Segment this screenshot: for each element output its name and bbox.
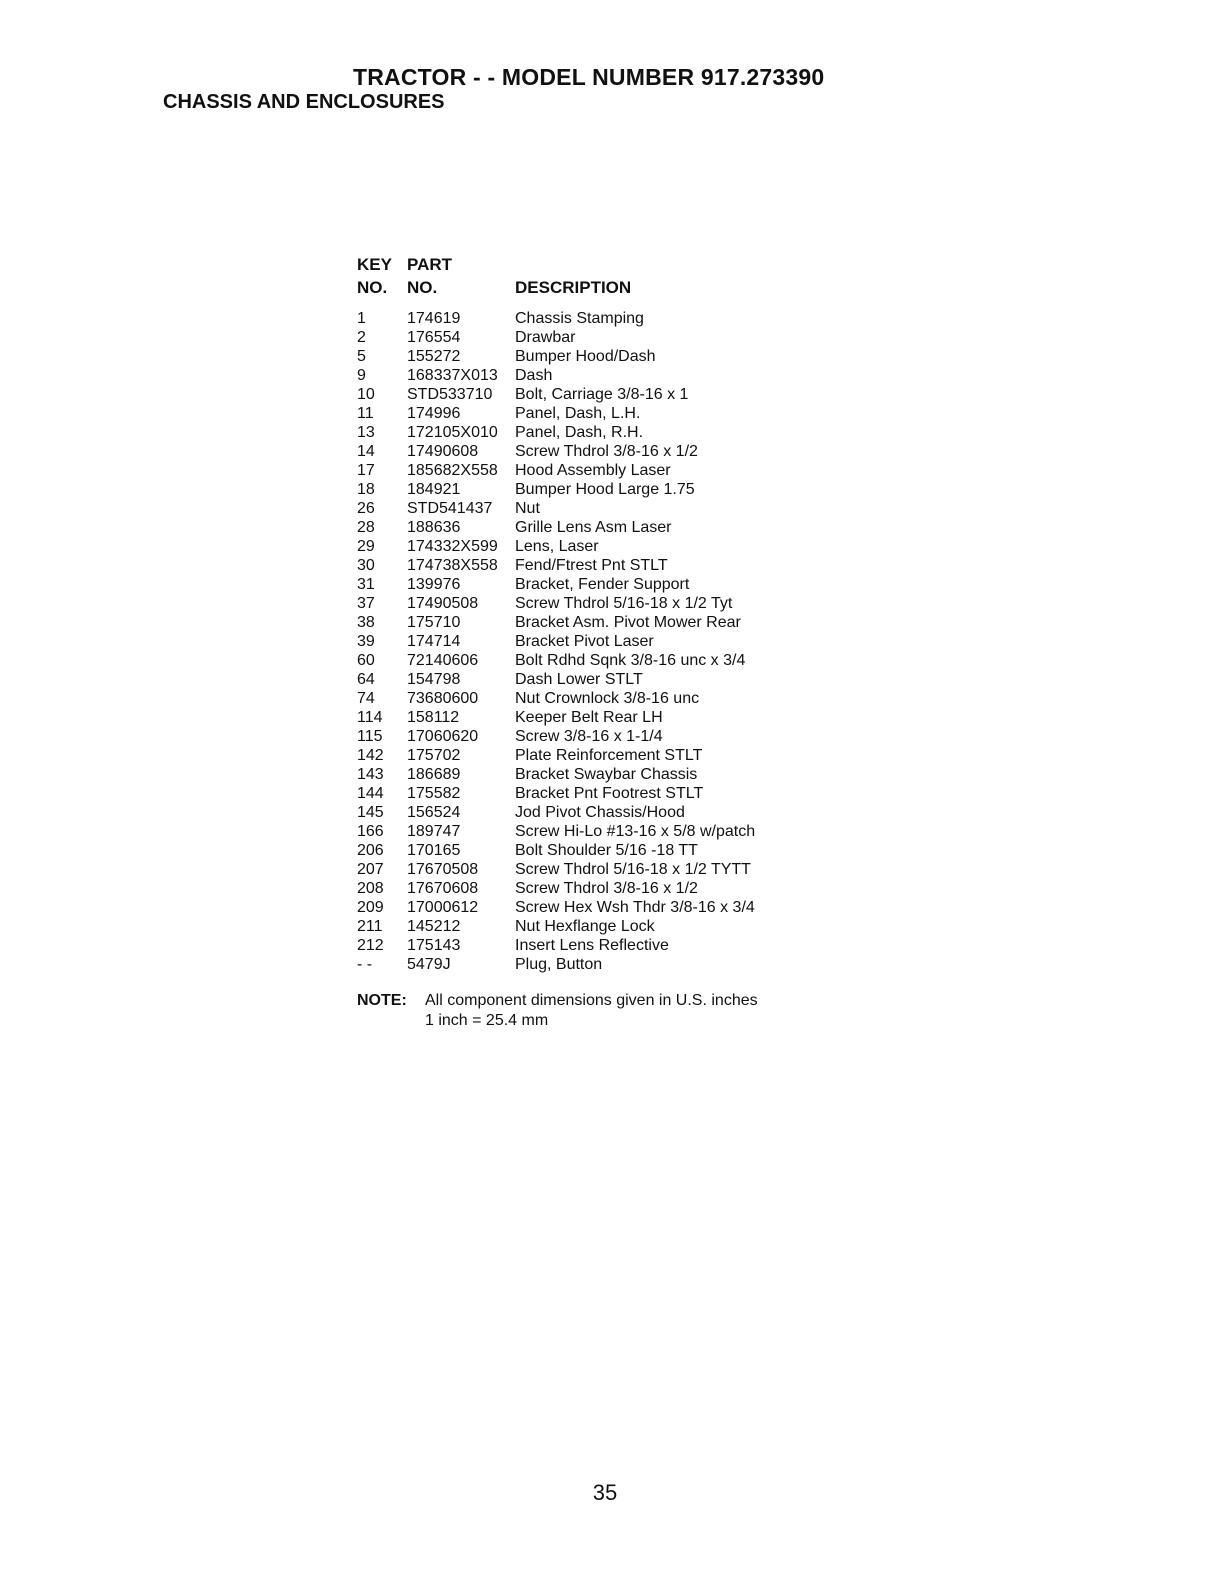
key-no-cell: - - <box>357 956 373 973</box>
part-no-cell: 175702 <box>407 747 461 764</box>
description-cell: Screw 3/8-16 x 1-1/4 <box>515 728 663 745</box>
key-no-cell: 18 <box>357 481 375 498</box>
key-no-cell: 142 <box>357 747 384 764</box>
description-cell: Bumper Hood Large 1.75 <box>515 481 695 498</box>
part-no-cell: 174332X599 <box>407 538 498 555</box>
description-cell: Screw Thdrol 3/8-16 x 1/2 <box>515 443 698 460</box>
key-no-cell: 115 <box>357 728 383 745</box>
description-cell: Bracket Pnt Footrest STLT <box>515 785 704 802</box>
description-cell: Chassis Stamping <box>515 310 644 327</box>
description-cell: Panel, Dash, R.H. <box>515 424 644 441</box>
key-no-cell: 9 <box>357 367 366 384</box>
key-no-cell: 208 <box>357 880 384 897</box>
key-no-cell: 145 <box>357 804 384 821</box>
note-label: NOTE: <box>357 992 407 1009</box>
description-cell: Bracket Asm. Pivot Mower Rear <box>515 614 741 631</box>
part-no-cell: STD541437 <box>407 500 493 517</box>
part-no-cell: 17670608 <box>407 880 479 897</box>
part-no-cell: 188636 <box>407 519 461 536</box>
part-no-cell: 155272 <box>407 348 461 365</box>
key-no-cell: 5 <box>357 348 366 365</box>
description-cell: Screw Hex Wsh Thdr 3/8-16 x 3/4 <box>515 899 755 916</box>
page-title: TRACTOR - - MODEL NUMBER 917.273390 <box>353 64 825 90</box>
key-no-cell: 38 <box>357 614 375 631</box>
description-cell: Bracket Pivot Laser <box>515 633 654 650</box>
key-no-header-line1: KEY <box>357 255 392 274</box>
description-cell: Lens, Laser <box>515 538 599 555</box>
key-no-cell: 206 <box>357 842 384 859</box>
key-no-cell: 74 <box>357 690 375 707</box>
key-no-cell: 166 <box>357 823 384 840</box>
description-cell: Nut <box>515 500 540 517</box>
part-no-cell: 17670508 <box>407 861 479 878</box>
part-no-cell: 158112 <box>407 709 460 726</box>
key-no-cell: 211 <box>357 918 383 935</box>
part-no-cell: 72140606 <box>407 652 479 669</box>
key-no-cell: 26 <box>357 500 375 517</box>
part-no-cell: 172105X010 <box>407 424 498 441</box>
part-no-cell: 174738X558 <box>407 557 498 574</box>
key-no-cell: 31 <box>357 576 375 593</box>
part-no-cell: 175143 <box>407 937 461 954</box>
description-cell: Panel, Dash, L.H. <box>515 405 641 422</box>
part-no-cell: 174996 <box>407 405 461 422</box>
description-cell: Nut Hexflange Lock <box>515 918 655 935</box>
key-no-cell: 13 <box>357 424 375 441</box>
key-no-cell: 60 <box>357 652 375 669</box>
description-cell: Insert Lens Reflective <box>515 937 669 954</box>
description-cell: Fend/Ftrest Pnt STLT <box>515 557 668 574</box>
note-line-2: 1 inch = 25.4 mm <box>425 1012 549 1029</box>
description-cell: Screw Hi-Lo #13-16 x 5/8 w/patch <box>515 823 756 840</box>
description-cell: Screw Thdrol 5/16-18 x 1/2 Tyt <box>515 595 733 612</box>
key-no-cell: 209 <box>357 899 384 916</box>
part-no-cell: 186689 <box>407 766 461 783</box>
part-no-cell: 154798 <box>407 671 461 688</box>
description-cell: Bracket, Fender Support <box>515 576 690 593</box>
key-no-cell: 64 <box>357 671 375 688</box>
description-cell: Bracket Swaybar Chassis <box>515 766 698 783</box>
part-no-cell: 17490608 <box>407 443 479 460</box>
part-no-header-line1: PART <box>407 255 453 274</box>
part-no-cell: 139976 <box>407 576 461 593</box>
part-no-cell: 168337X013 <box>407 367 498 384</box>
part-no-cell: 73680600 <box>407 690 479 707</box>
key-no-cell: 1 <box>357 310 366 327</box>
key-no-cell: 144 <box>357 785 384 802</box>
part-no-cell: 189747 <box>407 823 461 840</box>
description-cell: Bolt Rdhd Sqnk 3/8-16 unc x 3/4 <box>515 652 746 669</box>
description-cell: Grille Lens Asm Laser <box>515 519 672 536</box>
part-no-cell: STD533710 <box>407 386 493 403</box>
part-no-cell: 174619 <box>407 310 461 327</box>
key-no-cell: 2 <box>357 329 366 346</box>
description-cell: Jod Pivot Chassis/Hood <box>515 804 685 821</box>
key-no-cell: 29 <box>357 538 375 555</box>
description-cell: Plate Reinforcement STLT <box>515 747 703 764</box>
part-no-cell: 175710 <box>407 614 461 631</box>
description-header: DESCRIPTION <box>515 278 632 297</box>
note-line-1: All component dimensions given in U.S. inches <box>425 992 758 1009</box>
key-no-cell: 114 <box>357 709 383 726</box>
part-no-cell: 156524 <box>407 804 461 821</box>
part-no-cell: 17490508 <box>407 595 479 612</box>
part-no-cell: 5479J <box>407 956 451 973</box>
part-no-cell: 185682X558 <box>407 462 498 479</box>
key-no-cell: 17 <box>357 462 375 479</box>
key-no-cell: 30 <box>357 557 375 574</box>
description-cell: Drawbar <box>515 329 576 346</box>
description-cell: Screw Thdrol 5/16-18 x 1/2 TYTT <box>515 861 751 878</box>
key-no-cell: 37 <box>357 595 375 612</box>
description-cell: Screw Thdrol 3/8-16 x 1/2 <box>515 880 698 897</box>
description-cell: Plug, Button <box>515 956 603 973</box>
part-no-cell: 145212 <box>407 918 461 935</box>
part-no-cell: 17000612 <box>407 899 479 916</box>
key-no-cell: 28 <box>357 519 375 536</box>
part-no-cell: 17060620 <box>407 728 479 745</box>
key-no-cell: 143 <box>357 766 384 783</box>
description-cell: Dash Lower STLT <box>515 671 643 688</box>
key-no-cell: 10 <box>357 386 375 403</box>
key-no-cell: 212 <box>357 937 384 954</box>
key-no-cell: 39 <box>357 633 375 650</box>
description-cell: Keeper Belt Rear LH <box>515 709 663 726</box>
part-no-cell: 170165 <box>407 842 461 859</box>
section-title: CHASSIS AND ENCLOSURES <box>163 91 445 113</box>
part-no-header-line2: NO. <box>407 278 438 297</box>
part-no-cell: 174714 <box>407 633 461 650</box>
key-no-cell: 11 <box>357 405 374 422</box>
description-cell: Bolt, Carriage 3/8-16 x 1 <box>515 386 689 403</box>
page-number: 35 <box>592 1480 618 1505</box>
part-no-cell: 184921 <box>407 481 461 498</box>
part-no-cell: 175582 <box>407 785 461 802</box>
description-cell: Bumper Hood/Dash <box>515 348 656 365</box>
part-no-cell: 176554 <box>407 329 461 346</box>
description-cell: Hood Assembly Laser <box>515 462 671 479</box>
description-cell: Nut Crownlock 3/8-16 unc <box>515 690 700 707</box>
key-no-header-line2: NO. <box>357 278 388 297</box>
description-cell: Bolt Shoulder 5/16 -18 TT <box>515 842 698 859</box>
description-cell: Dash <box>515 367 553 384</box>
key-no-cell: 207 <box>357 861 384 878</box>
key-no-cell: 14 <box>357 443 375 460</box>
